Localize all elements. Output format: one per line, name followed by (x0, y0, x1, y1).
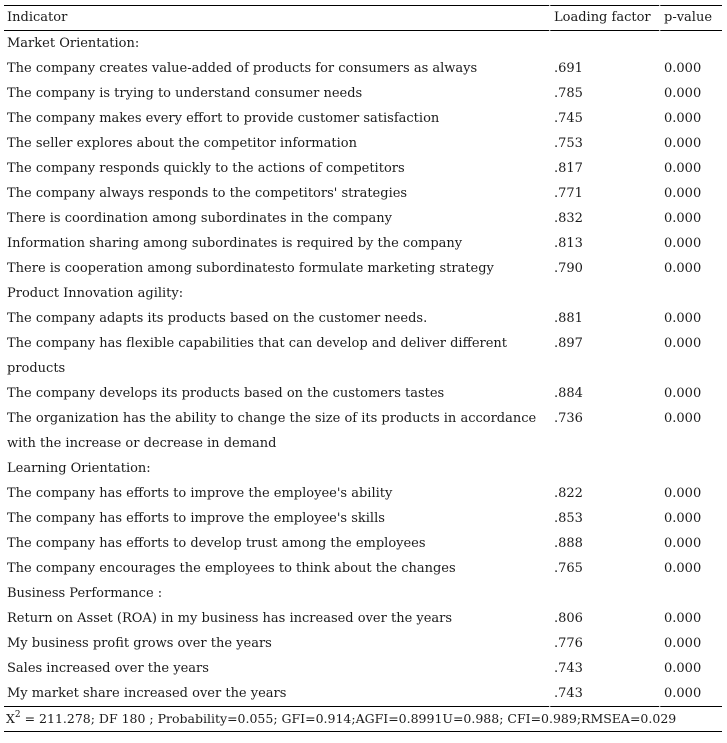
factor-loading-table (4, 5, 722, 707)
p-value-cell: 0.000 (659, 106, 722, 131)
indicator-cell: The company always responds to the competitors' strategies (7, 186, 408, 201)
loading-factor-cell: .691 (549, 56, 659, 81)
indicator-cell: The company is trying to understand consumer needs (7, 86, 363, 101)
table-row (4, 631, 722, 656)
indicator-cell: The organization has the ability to change the size of its products in accordance with the increase or decrease in demand (7, 411, 537, 451)
table-row (4, 331, 722, 381)
table-row (4, 206, 722, 231)
table-row (4, 606, 722, 631)
indicator-cell: The company has flexible capabilities that can develop and deliver different products (7, 336, 508, 376)
loading-factor-cell: .832 (549, 206, 659, 231)
table-row (4, 106, 722, 131)
p-value-cell: 0.000 (659, 231, 722, 256)
section-header-row (4, 281, 722, 306)
p-value-cell: 0.000 (659, 331, 722, 381)
fit-statistics: = 211.278; DF 180 ; Probability=0.055; GFI=0.914;AGFI=0.8991U=0.988; CFI=0.989;RMSEA=0.029 (20, 711, 677, 726)
loading-factor-cell: .897 (549, 331, 659, 381)
table-row (4, 406, 722, 456)
table-row (4, 381, 722, 406)
indicator-cell: Information sharing among subordinates is required by the company (7, 236, 463, 251)
model-fit-summary (4, 707, 722, 732)
table-header-row (4, 5, 722, 31)
p-value-cell: 0.000 (659, 656, 722, 681)
p-value-cell: 0.000 (659, 306, 722, 331)
p-value-cell: 0.000 (659, 406, 722, 456)
table-row (4, 306, 722, 331)
indicator-cell: There is cooperation among subordinatesto formulate marketing strategy (7, 261, 494, 276)
p-value-cell: 0.000 (659, 506, 722, 531)
section-title: Market Orientation: (7, 36, 140, 51)
indicator-cell: The company has efforts to develop trust among the employees (7, 536, 426, 551)
p-value-cell: 0.000 (659, 156, 722, 181)
indicator-cell: The company has efforts to improve the employee's skills (7, 511, 385, 526)
section-header-row (4, 581, 722, 606)
factor-loading-table-container (4, 5, 722, 732)
p-value-cell: 0.000 (659, 606, 722, 631)
p-value-cell: 0.000 (659, 81, 722, 106)
loading-factor-cell: .790 (549, 256, 659, 281)
table-row (4, 81, 722, 106)
loading-factor-cell: .884 (549, 381, 659, 406)
table-row (4, 506, 722, 531)
header-indicator: Indicator (4, 5, 549, 31)
indicator-cell: The company develops its products based on the customers tastes (7, 386, 445, 401)
table-row (4, 481, 722, 506)
header-loading-factor: Loading factor (549, 5, 659, 31)
section-header-row (4, 456, 722, 481)
indicator-cell: The company encourages the employees to think about the changes (7, 561, 456, 576)
loading-factor-cell: .743 (549, 656, 659, 681)
p-value-cell: 0.000 (659, 256, 722, 281)
indicator-cell: My business profit grows over the years (7, 636, 272, 651)
loading-factor-cell: .853 (549, 506, 659, 531)
p-value-cell: 0.000 (659, 631, 722, 656)
loading-factor-cell: .736 (549, 406, 659, 456)
table-row (4, 656, 722, 681)
table-row (4, 231, 722, 256)
p-value-cell: 0.000 (659, 131, 722, 156)
loading-factor-cell: .765 (549, 556, 659, 581)
p-value-cell: 0.000 (659, 381, 722, 406)
section-title: Business Performance : (7, 586, 163, 601)
indicator-cell: There is coordination among subordinates in the company (7, 211, 392, 226)
p-value-cell: 0.000 (659, 206, 722, 231)
indicator-cell: My market share increased over the years (4, 681, 549, 707)
section-header-row (4, 31, 722, 56)
table-row (4, 556, 722, 581)
section-title: Learning Orientation: (7, 461, 151, 476)
indicator-cell: The company makes every effort to provide customer satisfaction (7, 111, 440, 126)
loading-factor-cell: .785 (549, 81, 659, 106)
loading-factor-cell: .817 (549, 156, 659, 181)
p-value-cell: 0.000 (659, 56, 722, 81)
loading-factor-cell: .888 (549, 531, 659, 556)
table-row (4, 256, 722, 281)
loading-factor-cell: .806 (549, 606, 659, 631)
header-p-value: p-value (659, 5, 722, 31)
table-row (4, 131, 722, 156)
table-row (4, 531, 722, 556)
loading-factor-cell: .743 (549, 681, 659, 707)
loading-factor-cell: .753 (549, 131, 659, 156)
p-value-cell: 0.000 (659, 681, 722, 707)
table-row (4, 156, 722, 181)
loading-factor-cell: .771 (549, 181, 659, 206)
table-row (4, 681, 722, 707)
indicator-cell: Sales increased over the years (7, 661, 209, 676)
p-value-cell: 0.000 (659, 531, 722, 556)
loading-factor-cell: .776 (549, 631, 659, 656)
section-title: Product Innovation agility: (7, 286, 184, 301)
indicator-cell: Return on Asset (ROA) in my business has increased over the years (7, 611, 453, 626)
indicator-cell: The company responds quickly to the actions of competitors (7, 161, 405, 176)
loading-factor-cell: .881 (549, 306, 659, 331)
p-value-cell: 0.000 (659, 481, 722, 506)
table-row (4, 181, 722, 206)
loading-factor-cell: .745 (549, 106, 659, 131)
loading-factor-cell: .813 (549, 231, 659, 256)
p-value-cell: 0.000 (659, 556, 722, 581)
chi-square-symbol: X (6, 711, 15, 726)
p-value-cell: 0.000 (659, 181, 722, 206)
loading-factor-cell: .822 (549, 481, 659, 506)
table-row (4, 56, 722, 81)
indicator-cell: The company adapts its products based on the customer needs. (7, 311, 428, 326)
chi-square-exponent: 2 (14, 710, 21, 720)
indicator-cell: The company creates value-added of products for consumers as always (7, 61, 478, 76)
table-body (4, 31, 722, 707)
indicator-cell: The seller explores about the competitor information (7, 136, 357, 151)
indicator-cell: The company has efforts to improve the employee's ability (7, 486, 393, 501)
